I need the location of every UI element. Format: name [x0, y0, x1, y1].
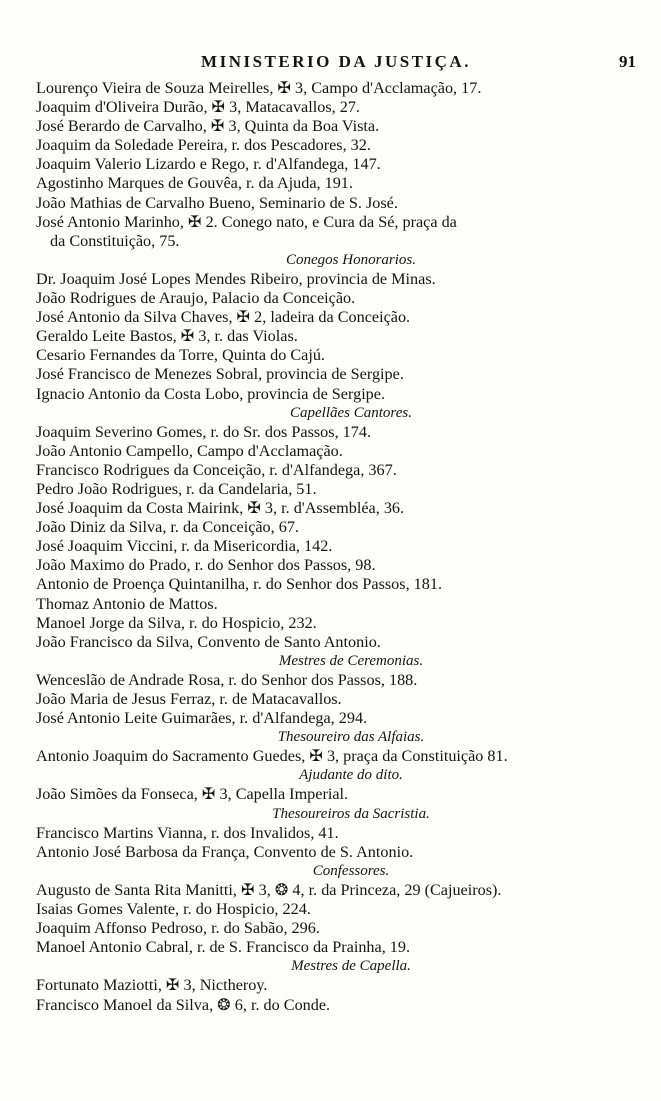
directory-entry: Lourenço Vieira de Souza Meirelles, ✠ 3, Campo d'Acclamação, 17.: [36, 79, 482, 97]
directory-entry: Augusto de Santa Rita Manitti, ✠ 3, ❂ 4, r. da Princeza, 29 (Cajueiros).: [36, 880, 502, 899]
directory-entry: Cesario Fernandes da Torre, Quinta do Cajú.: [36, 346, 325, 365]
directory-entry: Francisco Martins Vianna, r. dos Invalidos, 41.: [36, 823, 339, 842]
directory-entry: Joaquim d'Oliveira Durão, ✠ 3, Matacavallos, 27.: [36, 98, 360, 117]
directory-entry: Francisco Rodrigues da Conceição, r. d'Alfandega, 367.: [36, 460, 397, 479]
entries-list: [36, 79, 636, 1015]
page-title: MINISTERIO DA JUSTIÇA.: [201, 52, 471, 71]
directory-entry: João Simões da Fonseca, ✠ 3, Capella Imperial.: [36, 785, 349, 804]
directory-entry: José Joaquim Viccini, r. da Misericordia, 142.: [36, 537, 333, 556]
directory-entry: Agostinho Marques de Gouvêa, r. da Ajuda, 191.: [36, 174, 353, 193]
directory-entry: José Antonio Leite Guimarães, r. d'Alfandega, 294.: [36, 709, 368, 728]
directory-entry: José Joaquim da Costa Mairink, ✠ 3, r. d'Assembléa, 36.: [36, 499, 405, 518]
directory-entry: José Antonio Marinho, ✠ 2. Conego nato, e Cura da Sé, praça da: [36, 212, 457, 231]
directory-entry: Joaquim Affonso Pedroso, r. do Sabão, 296.: [36, 919, 320, 938]
entry-continuation: da Constituição, 75.: [50, 231, 180, 250]
directory-entry: Manoel Jorge da Silva, r. do Hospicio, 232.: [36, 613, 317, 632]
directory-entry: João Francisco da Silva, Convento de Santo Antonio.: [36, 632, 381, 651]
directory-entry: Pedro João Rodrigues, r. da Candelaria, 51.: [36, 479, 317, 498]
directory-entry: Joaquim Severino Gomes, r. do Sr. dos Passos, 174.: [36, 422, 371, 441]
directory-entry: Joaquim da Soledade Pereira, r. dos Pescadores, 32.: [36, 136, 371, 155]
page-number: 91: [619, 52, 636, 71]
directory-entry: Antonio de Proença Quintanilha, r. do Senhor dos Passos, 181.: [36, 575, 442, 594]
directory-entry: Manoel Antonio Cabral, r. de S. Francisco da Prainha, 19.: [36, 938, 411, 957]
directory-entry: Francisco Manoel da Silva, ❂ 6, r. do Conde.: [36, 995, 331, 1014]
directory-entry: José Berardo de Carvalho, ✠ 3, Quinta da Boa Vista.: [36, 117, 380, 136]
directory-entry: Geraldo Leite Bastos, ✠ 3, r. das Violas.: [36, 327, 298, 346]
section-heading: Thesoureiros da Sacristia.: [272, 805, 430, 822]
page-header: [36, 52, 636, 78]
section-heading: Capellães Cantores.: [290, 404, 412, 421]
directory-entry: Fortunato Maziotti, ✠ 3, Nictheroy.: [36, 976, 268, 995]
directory-entry: João Mathias de Carvalho Bueno, Seminario de S. José.: [36, 193, 398, 212]
directory-entry: João Maximo do Prado, r. do Senhor dos Passos, 98.: [36, 556, 376, 575]
directory-entry: Antonio Joaquim do Sacramento Guedes, ✠ 3, praça da Constituição 81.: [36, 747, 508, 766]
directory-entry: José Francisco de Menezes Sobral, provincia de Sergipe.: [36, 365, 404, 384]
directory-entry: Antonio José Barbosa da França, Convento de S. Antonio.: [36, 842, 414, 861]
directory-entry: Dr. Joaquim José Lopes Mendes Ribeiro, provincia de Minas.: [36, 269, 436, 288]
section-heading: Conegos Honorarios.: [285, 251, 416, 268]
directory-entry: Joaquim Valerio Lizardo e Rego, r. d'Alfandega, 147.: [36, 155, 381, 174]
directory-entry: João Diniz da Silva, r. da Conceição, 67.: [36, 518, 299, 537]
directory-entry: Isaias Gomes Valente, r. do Hospicio, 224.: [36, 900, 311, 919]
directory-entry: Ignacio Antonio da Costa Lobo, provincia de Sergipe.: [36, 384, 386, 403]
directory-entry: Wenceslão de Andrade Rosa, r. do Senhor dos Passos, 188.: [36, 670, 418, 689]
section-heading: Mestres de Ceremonias.: [278, 652, 424, 669]
directory-entry: João Maria de Jesus Ferraz, r. de Matacavallos.: [36, 690, 342, 708]
directory-entry: João Rodrigues de Araujo, Palacio da Conceição.: [36, 289, 356, 308]
section-heading: Ajudante do dito.: [299, 767, 403, 784]
directory-entry: João Antonio Campello, Campo d'Acclamação.: [36, 441, 343, 460]
section-heading: Thesoureiro das Alfaias.: [277, 729, 425, 746]
section-heading: Mestres de Capella.: [291, 958, 411, 975]
directory-entry: Thomaz Antonio de Mattos.: [36, 594, 218, 613]
directory-entry: José Antonio da Silva Chaves, ✠ 2, ladeira da Conceição.: [36, 308, 411, 327]
section-heading: Confessores.: [312, 862, 390, 879]
